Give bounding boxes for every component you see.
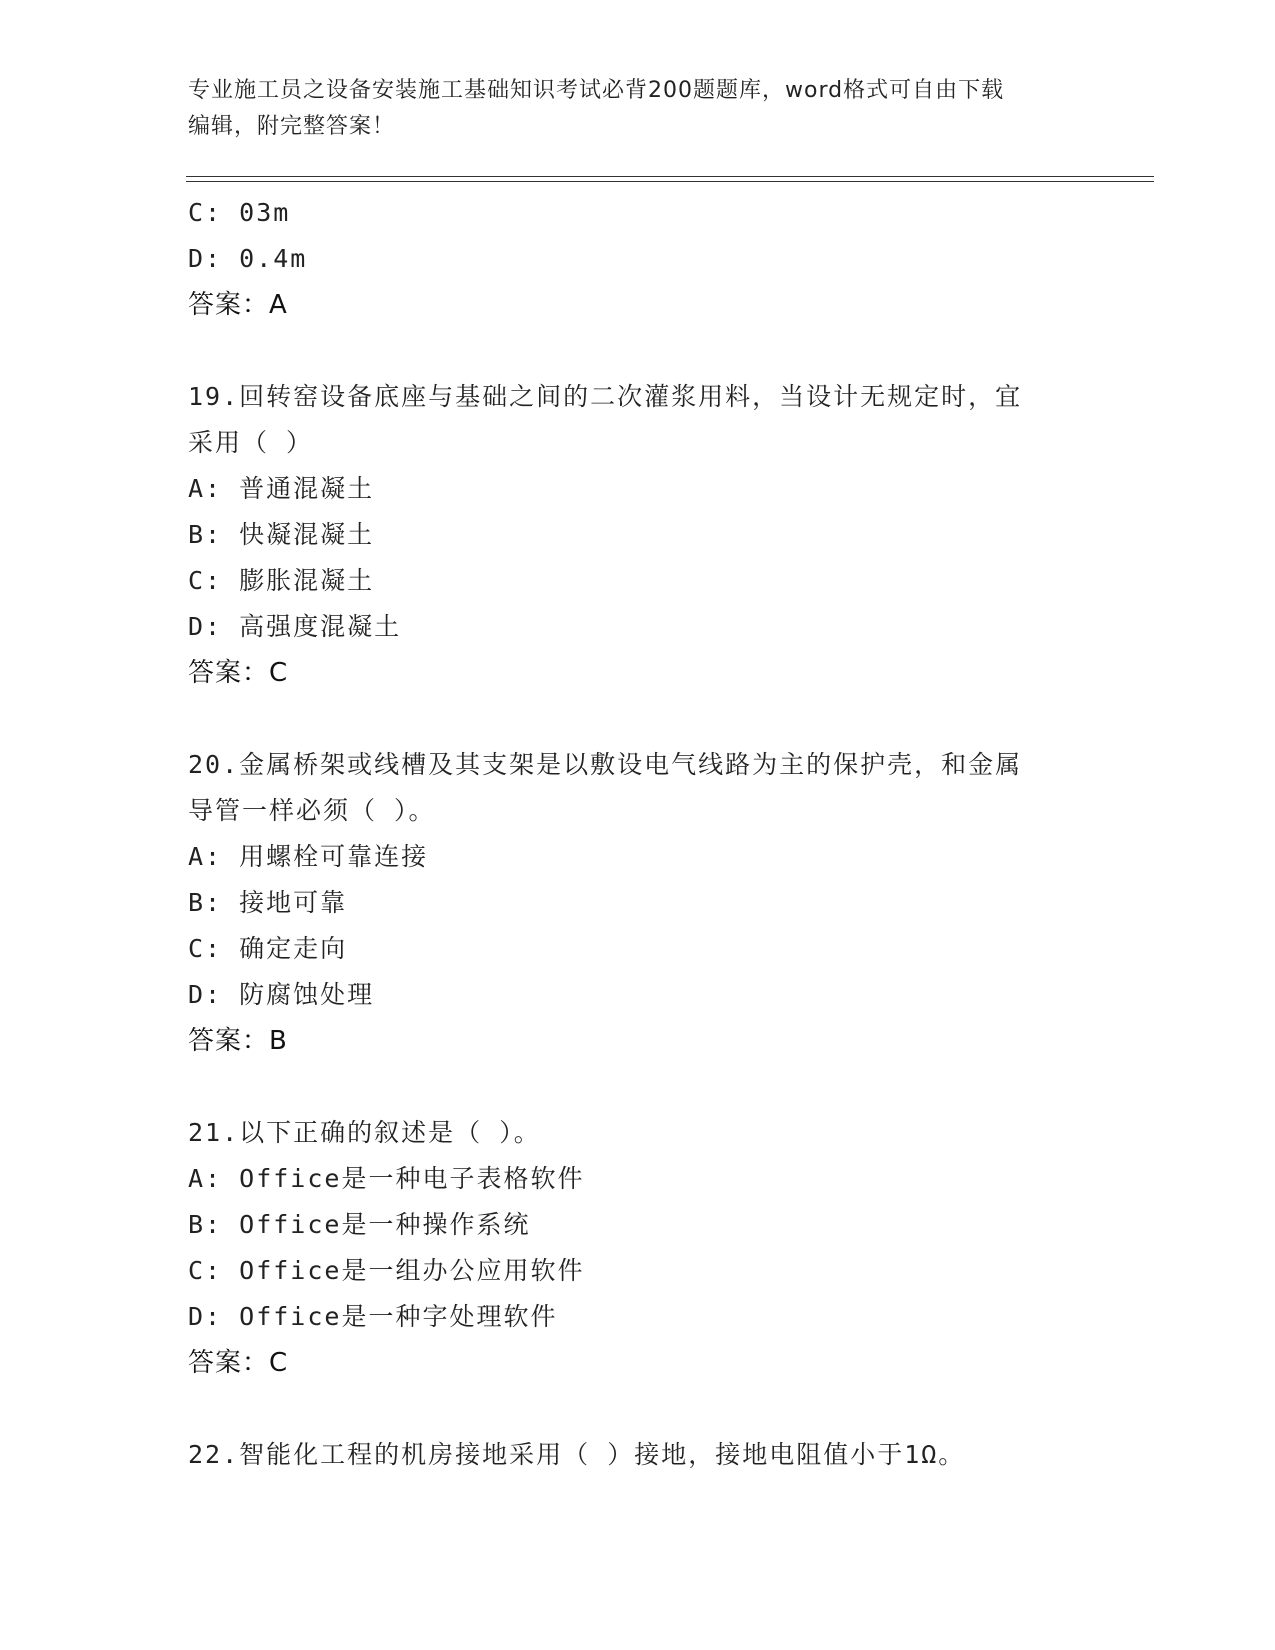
question-list [188,190,1088,1478]
header-title-line-2: 编辑，附完整答案！ [188,114,396,139]
question-19-answer: 答案：C [188,658,289,688]
header-divider-bottom [186,181,1154,182]
question-21-answer: 答案：C [188,1348,289,1378]
question-20 [188,742,1088,1064]
question-20-option-d: D: 防腐蚀处理 [188,980,375,1009]
question-19-option-c: C: 膨胀混凝土 [188,566,375,595]
question-21-option-a: A: Office是一种电子表格软件 [188,1164,585,1193]
header-title-line-1: 专业施工员之设备安装施工基础知识考试必背200题题库，word格式可自由下载 [188,78,1005,103]
question-19-option-d: D: 高强度混凝土 [188,612,402,641]
question-19-option-b: B: 快凝混凝土 [188,520,375,549]
question-22 [188,1432,1088,1478]
question-21 [188,1110,1088,1386]
question-20-answer: 答案：B [188,1026,288,1056]
question-18-option-c: C: 03m [188,198,291,227]
spacer [188,1064,1088,1110]
question-19-stem-line-2: 采用（ ） [188,428,314,457]
question-21-option-c: C: Office是一组办公应用软件 [188,1256,585,1285]
question-18-answer: 答案：A [188,290,288,320]
question-22-stem: 22.智能化工程的机房接地采用（ ）接地，接地电阻值小于1Ω。 [188,1440,966,1469]
question-19-option-a: A: 普通混凝土 [188,474,375,503]
question-20-option-a: A: 用螺栓可靠连接 [188,842,429,871]
question-20-option-b: B: 接地可靠 [188,888,348,917]
question-21-option-d: D: Office是一种字处理软件 [188,1302,558,1331]
question-18 [188,190,1088,328]
spacer [188,696,1088,742]
spacer [188,1386,1088,1432]
question-20-stem-line-1: 20.金属桥架或线槽及其支架是以敷设电气线路为主的保护壳，和金属 [188,750,1023,779]
question-20-option-c: C: 确定走向 [188,934,348,963]
question-18-option-d: D: 0.4m [188,244,308,273]
page-header [188,73,1088,145]
spacer [188,328,1088,374]
question-19 [188,374,1088,696]
question-20-stem-line-2: 导管一样必须（ ）。 [188,796,436,825]
question-21-option-b: B: Office是一种操作系统 [188,1210,531,1239]
header-divider-top [186,176,1154,177]
question-21-stem: 21.以下正确的叙述是（ ）。 [188,1118,541,1147]
question-19-stem-line-1: 19.回转窑设备底座与基础之间的二次灌浆用料，当设计无规定时，宜 [188,382,1023,411]
